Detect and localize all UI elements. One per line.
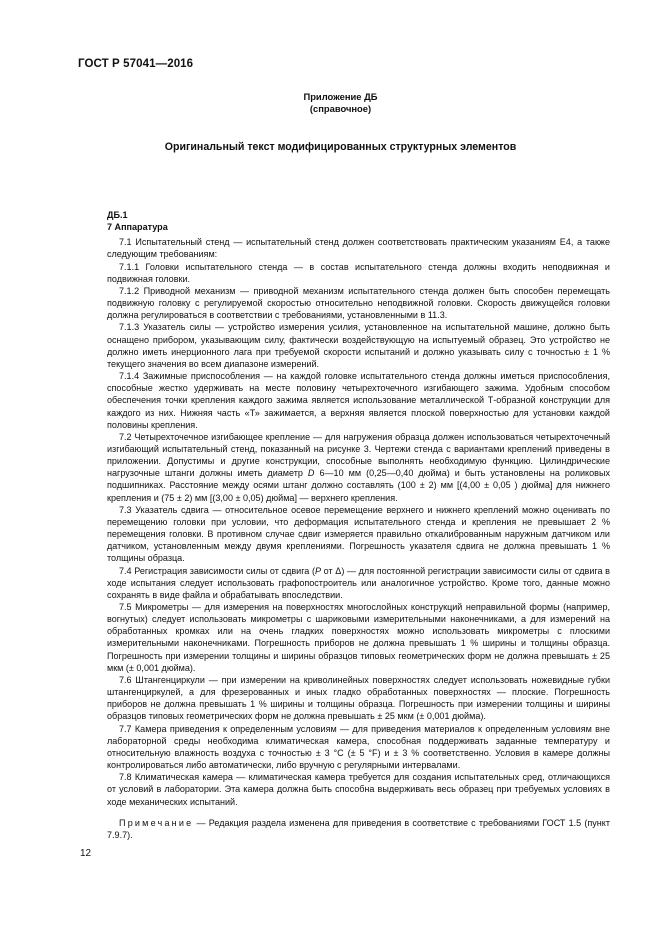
paragraph-7-6: 7.6 Штангенциркули — при измерении на криволинейных поверхностях следует использовать ножевидные губки штангенциркулей, а для фрезерованных и иных гладко обработанных поверхностях — плоские. Погрешность приборов не должна превышать 1 % ширины и толщины образца. Погрешность при измерении толщины и ширины образцов типовых геометрических форм не должна превышать ± 25 мкм (± 0,001 дюйма). (107, 674, 610, 722)
appendix-title: Приложение ДБ (303, 91, 378, 102)
paragraph-7-4: 7.4 Регистрация зависимости силы от сдвига (P от Δ) — для постоянной регистрации зависимости силы от сдвига в ходе испытания следует использовать графопостроитель или аналогичное устройство. Кроме того, данные можно сохранять в виде файла и обрабатывать впоследствии. (107, 565, 610, 600)
paragraph-7-1: 7.1 Испытательный стенд — испытательный стенд должен соответствовать практическим указаниям Е4, а также следующим требованиям: (107, 237, 610, 260)
paragraph-7-2: 7.2 Четырехточечное изгибающее крепление — для нагружения образца должен использоваться четырехточечный изгибающий испытательный стенд, показанный на рисунке 3. Чертежи стенда с вариантами креплений приведены в приложении. Допустимы и другие конструкции, способные выполнять необходимую функцию. Цилиндрические нагрузочные штанги должны иметь диаметр D 6—10 мм (0,25—0,40 дюйма) и быть установлены на роликовых подшипниках. Расстояние между осями штанг должно составлять (100 ± 2) мм [(4,00 ± 0,05 ) дюйма] для нижнего крепления и (75 ± 2) мм [(3,00 ± 0,05) дюйма] — верхнего крепления. (107, 431, 610, 503)
standard-number: ГОСТ Р 57041—2016 (78, 58, 194, 70)
paragraph-7-1-1: 7.1.1 Головки испытательного стенда — в состав испытательного стенда должны входить неподвижная и подвижная головки. (107, 261, 610, 284)
appendix-subtitle: (справочное) (309, 103, 372, 114)
section-number: ДБ.1 (107, 210, 128, 220)
document-title: Оригинальный текст модифицированных структурных элементов (164, 141, 517, 153)
note (107, 817, 610, 841)
paragraph-7-5: 7.5 Микрометры — для измерения на поверхностях многослойных конструкций неправильной формы (например, вогнутых) следует использовать микрометры с шариковыми измерительными наконечниками, а для измерений на обработанных кромках или на очень гладких поверхностях можно использовать микрометры с плоскими измерительными наконечниками. Погрешность приборов не должна превышать 1 % ширины и толщины образца. Погрешность при измерении толщины и ширины образцов типовых геометрических форм не должна превышать ± 25 мкм (± 0,001 дюйма). (107, 602, 610, 673)
section-heading: 7 Аппаратура (107, 222, 168, 233)
appendix-heading (0, 91, 661, 115)
paragraph-7-1-2: 7.1.2 Приводной механизм — приводной механизм испытательного стенда должен быть способен перемещать подвижную головку с регулируемой скоростью относительно неподвижной головки. Скорость движущейся головки должна регулироваться в соответствии с требованиями, установленными в 11.3. (107, 285, 610, 321)
paragraph-7-8: 7.8 Климатическая камера — климатическая камера требуется для создания испытательных сред, отличающихся от условий в лаборатории. Эта камера должна быть способна выдерживать весь образец при требуемых условиях в ходе механических испытаний. (107, 772, 610, 807)
paragraph-7-1-3: 7.1.3 Указатель силы — устройство измерения усилия, установленное на испытательной машине, должно быть оснащено прибором, указывающим силу, фактически воздействующую на испытуемый образец. Это устройство не должно иметь инерционного лага при требуемой скорости испытаний и должно указывать силу с точностью ± 1 % текущего значения во всем диапазоне измерений. (107, 322, 610, 369)
page-number: 12 (80, 848, 92, 859)
paragraph-7-3: 7.3 Указатель сдвига — относительное осевое перемещение верхнего и нижнего креплений можно оценивать по перемещению головки при условии, что деформация испытательного стенда и крепления не превышает 2 % перемещения головки. В противном случае сдвиг измеряется правильно откалиброванным наружным датчиком или датчиком, установленным между двумя креплениями. Погрешность указателя сдвига не должна превышать 1 % толщины образца. (107, 504, 610, 564)
paragraph-7-7: 7.7 Камера приведения к определенным условиям — для приведения материалов к определенным условиям вне лабораторной среды необходима климатическая камера, способная поддерживать заданные температуру и относительную влажность воздуха с точностью ± 3 °С (± 5 °F) и ± 3 % соответственно. Условия в камере должны контролироваться либо автоматически, либо вручную с регулярными интервалами. (107, 723, 610, 771)
section-body (107, 209, 610, 808)
note-label: Примечание (119, 818, 194, 828)
paragraph-7-1-4: 7.1.4 Зажимные приспособления — на каждой головке испытательного стенда должны иметься приспособления, способные жестко удерживать на месте половину четырехточечного изгибающего зажима. Удобным способом обеспечения точки крепления каждого зажима является использование металлической Т-образной конструкции для каждого из них. Нижняя часть «Т» зажимается, а верхняя является плоской поверхностью для установки каждой половины крепления. (107, 371, 610, 430)
note-text: — Редакция раздела изменена для приведения в соответствие с требованиями ГОСТ 1.5 (пункт 7.9.7). (107, 818, 610, 841)
